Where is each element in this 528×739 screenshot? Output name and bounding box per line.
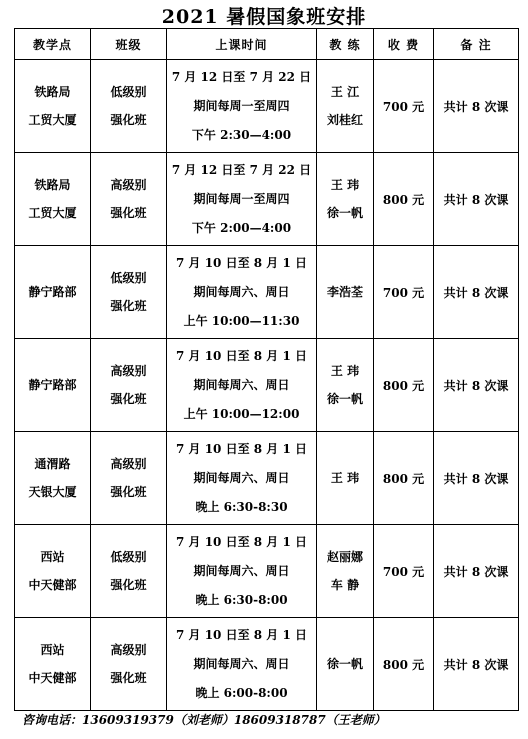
class-cell-line: 强化班 — [110, 299, 147, 313]
class-cell-line: 低级别 — [110, 271, 147, 285]
class-cell-line: 高级别 — [110, 178, 147, 192]
coach-cell — [317, 246, 374, 339]
time-cell — [167, 60, 317, 153]
location-cell — [15, 246, 91, 339]
time-cell-line: 期间每周六、周日 — [193, 470, 290, 485]
time-cell-line: 上午 10:00—11:30 — [183, 313, 300, 328]
time-cell — [167, 246, 317, 339]
time-cell-line: 7 月 10 日至 8 月 1 日 — [176, 441, 307, 456]
table-row — [15, 153, 519, 246]
fee-cell: 800 元 — [374, 618, 434, 711]
location-cell-line: 工贸大厦 — [28, 206, 77, 220]
coach-cell-line: 赵丽娜 — [326, 550, 363, 564]
fee-cell: 700 元 — [374, 525, 434, 618]
fee-cell: 700 元 — [374, 60, 434, 153]
class-cell-line: 高级别 — [110, 457, 147, 471]
location-cell-line: 工贸大厦 — [28, 113, 77, 127]
header-class: 班级 — [91, 29, 167, 60]
time-cell-line: 7 月 10 日至 8 月 1 日 — [176, 534, 307, 549]
class-cell-line: 低级别 — [110, 550, 147, 564]
fee-cell: 800 元 — [374, 339, 434, 432]
class-cell — [91, 525, 167, 618]
location-cell-line: 西站 — [40, 643, 65, 657]
note-cell: 共计 8 次课 — [434, 339, 519, 432]
location-cell-line: 中天健部 — [28, 578, 77, 592]
coach-cell — [317, 60, 374, 153]
coach-cell — [317, 339, 374, 432]
time-cell-line: 7 月 12 日至 7 月 22 日 — [171, 69, 312, 84]
location-cell-line: 通渭路 — [34, 457, 71, 471]
table-row — [15, 60, 519, 153]
location-cell-line: 铁路局 — [34, 178, 71, 192]
time-cell-line: 下午 2:00—4:00 — [191, 220, 292, 235]
location-cell-line: 天银大厦 — [28, 485, 77, 499]
table-row — [15, 432, 519, 525]
time-cell-line: 7 月 10 日至 8 月 1 日 — [176, 627, 307, 642]
class-cell-line: 强化班 — [110, 578, 147, 592]
class-cell-line: 高级别 — [110, 364, 147, 378]
header-fee: 收 费 — [374, 29, 434, 60]
header-time: 上课时间 — [167, 29, 317, 60]
note-cell: 共计 8 次课 — [434, 432, 519, 525]
coach-cell-line: 徐一帆 — [326, 206, 363, 220]
coach-cell-line: 刘桂红 — [326, 113, 363, 127]
class-cell — [91, 246, 167, 339]
coach-cell — [317, 432, 374, 525]
time-cell-line: 晚上 6:30-8:30 — [195, 499, 288, 514]
time-cell — [167, 525, 317, 618]
time-cell-line: 7 月 10 日至 8 月 1 日 — [176, 255, 307, 270]
location-cell-line: 西站 — [40, 550, 65, 564]
coach-cell-line: 李浩荃 — [326, 285, 363, 299]
coach-cell-line: 徐一帆 — [326, 392, 363, 406]
time-cell-line: 上午 10:00—12:00 — [183, 406, 300, 421]
location-cell — [15, 60, 91, 153]
location-cell — [15, 153, 91, 246]
class-cell-line: 强化班 — [110, 206, 147, 220]
class-cell-line: 强化班 — [110, 113, 147, 127]
class-cell — [91, 432, 167, 525]
class-cell-line: 强化班 — [110, 671, 147, 685]
fee-cell: 800 元 — [374, 153, 434, 246]
location-cell-line: 中天健部 — [28, 671, 77, 685]
class-cell-line: 强化班 — [110, 485, 147, 499]
fee-cell: 800 元 — [374, 432, 434, 525]
time-cell-line: 7 月 10 日至 8 月 1 日 — [176, 348, 307, 363]
header-coach: 教 练 — [317, 29, 374, 60]
time-cell-line: 期间每周六、周日 — [193, 656, 290, 671]
time-cell-line: 期间每周六、周日 — [193, 563, 290, 578]
time-cell-line: 晚上 6:30-8:00 — [195, 592, 288, 607]
time-cell — [167, 153, 317, 246]
table-header-row — [15, 29, 519, 60]
note-cell: 共计 8 次课 — [434, 246, 519, 339]
time-cell-line: 期间每周六、周日 — [193, 377, 290, 392]
table-row — [15, 618, 519, 711]
coach-cell — [317, 153, 374, 246]
contact-info: 咨询电话：13609319379（刘老师）18609318787（王老师） — [22, 713, 386, 727]
note-cell: 共计 8 次课 — [434, 618, 519, 711]
coach-cell-line: 王 玮 — [330, 178, 360, 192]
time-cell — [167, 618, 317, 711]
class-cell-line: 强化班 — [110, 392, 147, 406]
fee-cell: 700 元 — [374, 246, 434, 339]
coach-cell-line: 徐一帆 — [326, 657, 363, 671]
table-row — [15, 339, 519, 432]
note-cell: 共计 8 次课 — [434, 60, 519, 153]
coach-cell — [317, 525, 374, 618]
time-cell-line: 晚上 6:00-8:00 — [195, 685, 288, 700]
time-cell — [167, 339, 317, 432]
schedule-table — [14, 28, 519, 711]
table-row — [15, 525, 519, 618]
time-cell-line: 期间每周一至周四 — [193, 98, 290, 113]
time-cell-line: 7 月 12 日至 7 月 22 日 — [171, 162, 312, 177]
class-cell-line: 高级别 — [110, 643, 147, 657]
location-cell-line: 静宁路部 — [28, 378, 77, 392]
location-cell — [15, 525, 91, 618]
class-cell — [91, 153, 167, 246]
time-cell — [167, 432, 317, 525]
class-cell-line: 低级别 — [110, 85, 147, 99]
coach-cell-line: 王 玮 — [330, 471, 360, 485]
note-cell: 共计 8 次课 — [434, 153, 519, 246]
location-cell-line: 静宁路部 — [28, 285, 77, 299]
location-cell-line: 铁路局 — [34, 85, 71, 99]
class-cell — [91, 60, 167, 153]
coach-cell — [317, 618, 374, 711]
note-cell: 共计 8 次课 — [434, 525, 519, 618]
time-cell-line: 期间每周六、周日 — [193, 284, 290, 299]
location-cell — [15, 432, 91, 525]
coach-cell-line: 王 江 — [330, 85, 360, 99]
class-cell — [91, 339, 167, 432]
location-cell — [15, 618, 91, 711]
time-cell-line: 下午 2:30—4:00 — [191, 127, 292, 142]
table-row — [15, 246, 519, 339]
time-cell-line: 期间每周一至周四 — [193, 191, 290, 206]
class-cell — [91, 618, 167, 711]
coach-cell-line: 车 静 — [330, 578, 360, 592]
location-cell — [15, 339, 91, 432]
coach-cell-line: 王 玮 — [330, 364, 360, 378]
header-note: 备 注 — [434, 29, 519, 60]
header-location: 教学点 — [15, 29, 91, 60]
page-title: 2021 暑假国象班安排 — [161, 6, 367, 28]
